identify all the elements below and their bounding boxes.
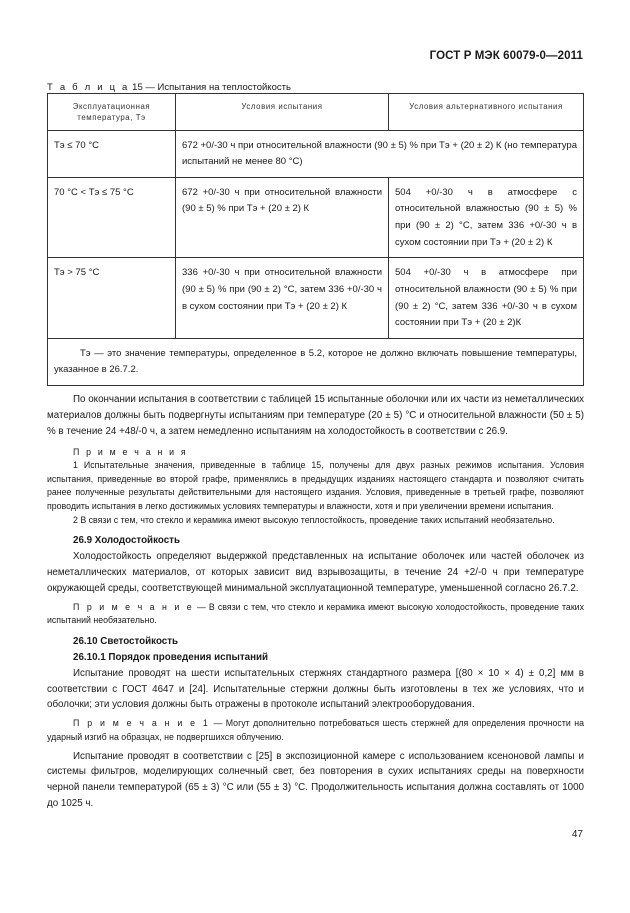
table-caption-text: 15 — Испытания на теплостойкость [129,82,291,93]
section-heading-26-9: 26.9 Холодостойкость [73,535,180,547]
note-prefix: П р и м е ч а н и е [73,601,194,612]
heat-resistance-table [47,93,584,386]
table-cell: Tэ > 75 °С [48,258,176,339]
table-cell: 504 +0/-30 ч в атмосфере с относительной влажностью (90 ± 5) % при (90 ± 2) °С, затем 336 +0/-30 ч в сухом состоянии при Tэ + (20 ± 2) К [389,177,584,258]
table-cell: 672 +0/-30 ч при относительной влажности (90 ± 5) % при Tэ + (20 ± 2) К (но температура испытаний не менее 80 °С) [176,130,584,177]
note-prefix: П р и м е ч а н и е 1 [73,718,211,729]
note-26-10-1 [47,717,584,744]
table-cell: 504 +0/-30 ч в атмосфере при относительной влажности (90 ± 5) % при (90 ± 2) °С, затем 336 +0/-30 ч в сухом состоянии при Tэ + (20 ± 2)К [389,258,584,339]
note-26-9 [47,601,584,628]
section-heading-26-10: 26.10 Светостойкость [73,636,179,648]
table-footnote-row [48,338,584,385]
table-cell: 336 +0/-30 ч при относительной влажности (90 ± 5) % при (90 ± 2) °С, затем 336 +0/-30 ч в сухом состоянии при Tэ + (20 ± 2) К [176,258,389,339]
note-text: — Могут дополнительно потребоваться шесть стержней для определения прочности на ударный изгиб на образцах, не подвергшихся облучению. [47,718,584,742]
paragraph: По окончании испытания в соответствии с таблицей 15 испытанные оболочки или их части из неметаллических материалов должны быть подвергнуты испытаниям при температуре (20 ± 5) °С и относительной влажности (50 ± 5) % в течение 24 +48/-0 ч, а затем немедленно испытаниям на холодостойкость в соответствии с 26.9. [47,394,584,437]
paragraph: Холодостойкость определяют выдержкой представленных на испытание оболочек или частей оболочек из неметаллических материалов, от которых зависит вид взрывозащиты, в течение 24 +2/-0 ч при температуре окружающей среды, соответствующей минимальной эксплуатационной температуре, уменьшенной согласно 26.7.2. [47,551,584,594]
header-test-conditions: Условия испытания [176,94,389,131]
table-row [48,130,584,177]
table-cell: Tэ ≤ 70 °С [48,130,176,177]
table-caption [47,82,291,93]
table-header-row [48,94,584,131]
body-text [47,392,584,812]
table-row [48,177,584,258]
table-footnote: Tэ — это значение температуры, определенное в 5.2, которое не должно включать повышение температуры, указанное в 26.7.2. [48,338,584,385]
section-heading-26-10-1: 26.10.1 Порядок проведения испытаний [73,651,269,663]
header-operating-temperature: Эксплуатационная температура, Tэ [48,94,176,131]
table-cell: 672 +0/-30 ч при относительной влажности (90 ± 5) % при Tэ + (20 ± 2) К [176,177,389,258]
table-cell: 70 °С < Tэ ≤ 75 °С [48,177,176,258]
note-2: 2 В связи с тем, что стекло и керамика имеют высокую теплостойкость, проведение таких испытаний необязательно. [73,514,555,525]
note-text: — В связи с тем, что стекло и керамика имеют высокую холодостойкость, проведение таких испытаний необязательно. [47,601,584,626]
notes-title: П р и м е ч а н и я [73,446,188,457]
page-number: 47 [571,829,583,840]
document-id: ГОСТ Р МЭК 60079-0—2011 [429,50,583,62]
paragraph: Испытание проводят в соответствии с [25] в экспозиционной камере с использованием ксеноновой лампы и системы фильтров, моделирующих солнечный свет, без повторения в сухих испытаниях среды на поверхности черной панели температурой (65 ± 3) °С или (55 ± 3) °С. Продолжительность испытания должна составлять от 1000 до 1025 ч. [47,750,584,810]
note-1: 1 Испытательные значения, приведенные в таблице 15, получены для двух разных режимов испытания. Условия испытания, приведенные во второй графе, применялись в предыдущих изданиях настоящего стандарта и позволяют считать ранее полученные результаты действительными для настоящего издания. Условия, приведенные в третьей графе, позволяют проводить испытания в легко достижимых условиях температуры и влажности, хотя и при увеличении времени испытания. [47,460,584,512]
header-alternative-conditions: Условия альтернативного испытания [389,94,584,131]
paragraph: Испытание проводят на шести испытательных стержнях стандартного размера [(80 × 10 × 4) ± 0,2] мм в соответствии с ГОСТ 4647 и [24]. Испытательные стержни должны быть изготовлены в тех же условиях, что и оболочки; эти условия должны быть отражены в протоколе испытаний электрооборудования. [47,667,584,711]
table-caption-prefix: Т а б л и ц а [47,82,130,93]
table-row [48,258,584,339]
